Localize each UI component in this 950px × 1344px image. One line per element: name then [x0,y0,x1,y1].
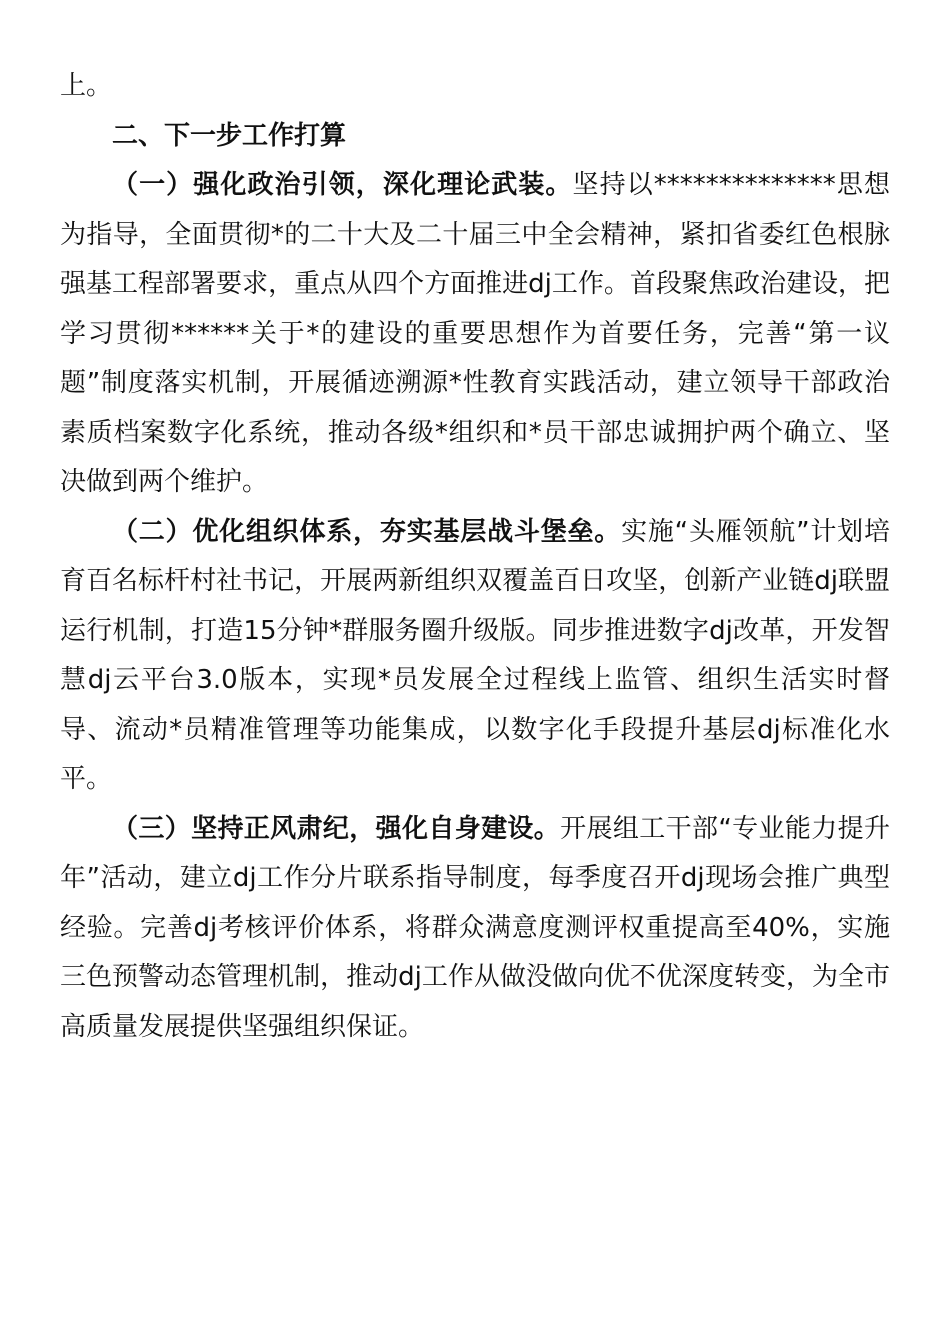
paragraph-1-lead: （一）强化政治引领，深化理论武装。 [112,170,573,200]
paragraph-2-body: 实施“头雁领航”计划培育百名标杆村社书记，开展两新组织双覆盖百日攻坚，创新产业链dj联盟运行机制，打造15分钟*群服务圈升级版。同步推进数字dj改革，开发智慧dj云平台3.0版本，实现*员发展全过程线上监管、组织生活实时督导、流动*员精准管理等功能集成，以数字化手段提升基层dj标准化水平。 [60,516,890,794]
paragraph-3-lead: （三）坚持正风肃纪，强化自身建设。 [112,813,561,844]
paragraph-3 [60,805,890,1053]
paragraph-3-body: 开展组工干部“专业能力提升年”活动，建立dj工作分片联系指导制度，每季度召开dj现场会推广典型经验。完善dj考核评价体系，将群众满意度测评权重提高至40%，实施三色预警动态管理机制，推动dj工作从做没做向优不优深度转变，为全市高质量发展提供坚强组织保证。 [60,813,890,1042]
section-heading: 二、下一步工作打算 [112,120,347,151]
paragraph-2 [60,508,890,805]
document-page [60,62,890,1052]
paragraph-2-lead: （二）优化组织体系，夯实基层战斗堡垒。 [112,516,622,547]
paragraph-1 [60,161,890,508]
paragraph-1-body: 坚持以**************思想为指导，全面贯彻*的二十大及二十届三中全会精神，紧扣省委红色根脉强基工程部署要求，重点从四个方面推进dj工作。首段聚焦政治建设，把学习贯彻******关于*的建设的重要思想作为首要任务，完善“第一议题”制度落实机制，开展循迹溯源*性教育实践活动，建立领导干部政治素质档案数字化系统，推动各级*组织和*员干部忠诚拥护两个确立、坚决做到两个维护。 [60,170,890,497]
continuation-line: 上。 [60,71,113,101]
